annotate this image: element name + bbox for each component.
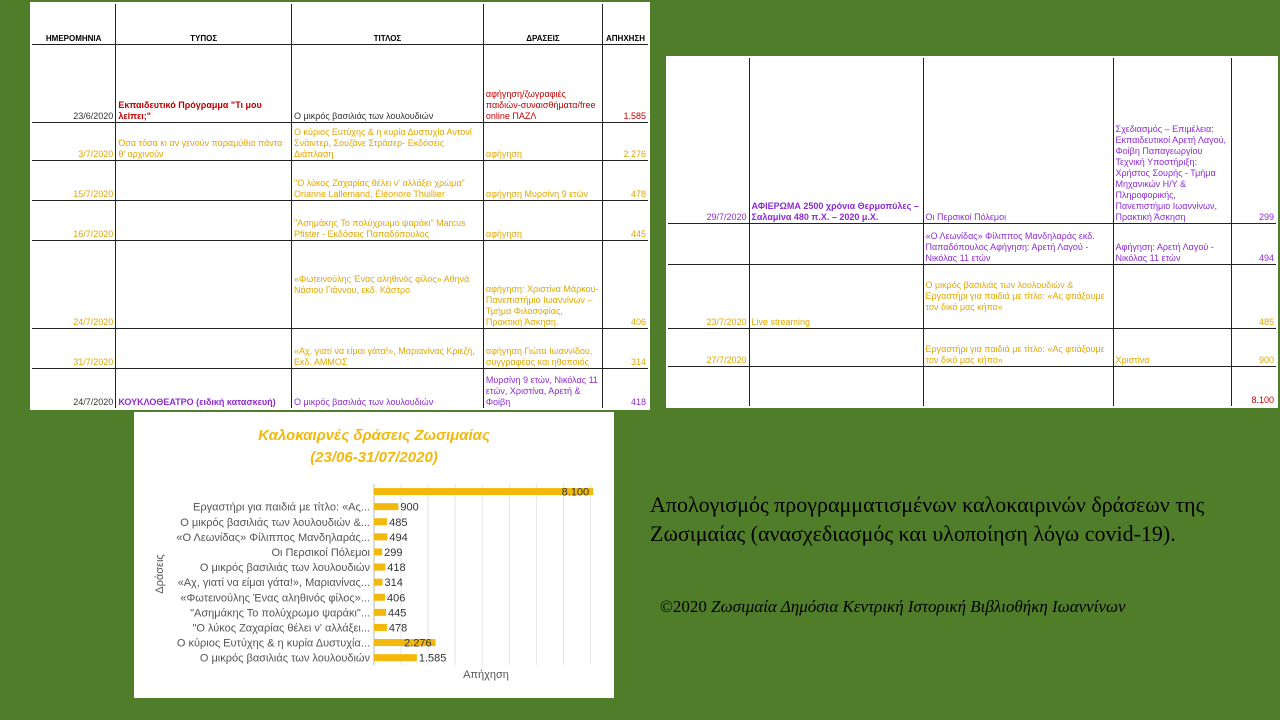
table-row xyxy=(31,329,649,369)
chart-category-label: Ο μικρός βασιλιάς των λουλουδιών xyxy=(199,652,370,665)
copyright-prefix: ©2020 xyxy=(660,597,712,616)
cell-date: 31/7/2020 xyxy=(31,329,116,369)
cell-type xyxy=(749,329,923,367)
chart-subtitle: (23/06-31/07/2020) xyxy=(310,449,438,466)
cell-date: 16/7/2020 xyxy=(31,201,116,241)
cell-type xyxy=(116,201,292,241)
chart-category-label: Ο μικρός βασιλιάς των λουλουδιών xyxy=(199,562,370,575)
chart-xlabel: Απήχηση xyxy=(463,669,509,681)
cell-type: Όσα τόσα κι αν γενούν παραμύθια πάντα θ' αρχινούν xyxy=(116,123,292,161)
cell-actions: αφήγηση: Χριστίνα Μάρκου- Πανεπιστήμιο Ιωαννίνων – Τμήμα Φιλοσοφίας, Πρακτική Άσκηση. xyxy=(483,241,602,329)
cell-actions: αφήγηση Μυρσίνη 9 ετών xyxy=(483,161,602,201)
cell-title: Ο μικρός βασιλιάς των λουλουδιών xyxy=(292,45,484,123)
cell-title: «Αχ, γιατί να είμαι γάτα!», Μαριανίνας Κριεζή, Εκδ. ΑΜΜΟΣ xyxy=(292,329,484,369)
cell-actions: Μυρσίνη 9 ετών, Νικόλας 11 ετών, Χριστίνα, Αρετή & Φοίβη xyxy=(483,369,602,409)
cell-title: Ο κύριος Ευτύχης & η κυρία Δυστυχία Αντονί Σνάιντερ, Σουζάνε Στράσερ- Εκδόσεις Διάπλαση xyxy=(292,123,484,161)
table-row xyxy=(667,264,1277,328)
chart-title: Καλοκαιρνές δράσεις Ζωσιμαίας xyxy=(258,427,490,444)
cell-reach: 299 xyxy=(1231,57,1277,224)
chart-data-label: 900 xyxy=(400,501,419,514)
table-row xyxy=(31,241,649,329)
cell-title: Εργαστήρι για παιδιά με τίτλο: «Ας φτιάξουμε τον δικό μας κήπο» xyxy=(923,329,1113,367)
chart-svg xyxy=(134,412,614,698)
cell-reach: 406 xyxy=(603,241,649,329)
table-total-row xyxy=(667,367,1277,407)
cell-reach: 900 xyxy=(1231,329,1277,367)
cell-date xyxy=(667,367,749,407)
cell-type: ΚΟΥΚΛΟΘΕΑΤΡΟ (ειδική κατασκευή) xyxy=(116,369,292,409)
copyright-org: Ζωσιμαία Δημόσια Κεντρική Ιστορική Βιβλιοθήκη Ιωαννίνων xyxy=(711,597,1126,616)
chart-data-label: 445 xyxy=(388,607,407,620)
cell-reach: 2.276 xyxy=(603,123,649,161)
chart-data-label: 418 xyxy=(387,562,406,575)
chart-bar xyxy=(374,533,387,540)
chart-data-label: 478 xyxy=(388,622,408,635)
chart-data-label: 2.276 xyxy=(404,637,432,650)
chart-bar xyxy=(374,609,386,616)
cell-type xyxy=(116,161,292,201)
cell-date: 24/7/2020 xyxy=(31,241,116,329)
table-header-row xyxy=(31,3,649,45)
chart-category-label: "Ασημάκης Το πολύχρωμο ψαράκι"... xyxy=(190,607,370,620)
table-row xyxy=(31,201,649,241)
table-row xyxy=(31,45,649,123)
chart-category-label: "Ο λύκος Ζαχαρίας θέλει ν' αλλάξει... xyxy=(192,622,370,635)
cell-type xyxy=(116,329,292,369)
header-actions: ΔΡΑΣΕΙΣ xyxy=(483,3,602,45)
table-row xyxy=(31,161,649,201)
cell-actions: αφήγηση xyxy=(483,123,602,161)
cell-total-reach: 8.100 xyxy=(1231,367,1277,407)
cell-type xyxy=(749,367,923,407)
table-row xyxy=(667,224,1277,264)
chart-category-label: «Φωτεινούλης Ένας αληθινός φίλος»... xyxy=(180,592,370,605)
cell-actions: αφήγηση xyxy=(483,201,602,241)
cell-date xyxy=(667,224,749,264)
chart-data-label: 299 xyxy=(384,546,403,559)
cell-reach: 494 xyxy=(1231,224,1277,264)
chart-bars xyxy=(176,487,593,665)
chart-bar xyxy=(374,579,382,586)
caption-text: Απολογισμός προγραμματισμένων καλοκαιρινών δράσεων της Ζωσιμαίας (ανασχεδιασμός και υλοποίηση λόγω covid-19). xyxy=(650,492,1205,546)
header-date: ΗΜΕΡΟΜΗΝΙΑ xyxy=(31,3,116,45)
chart-bar xyxy=(374,594,385,601)
cell-date: 27/7/2020 xyxy=(667,329,749,367)
table-row xyxy=(667,329,1277,367)
cell-date: 3/7/2020 xyxy=(31,123,116,161)
cell-date: 24/7/2020 xyxy=(31,369,116,409)
chart-bar xyxy=(374,488,593,495)
cell-title: "Ο λύκος Ζαχαρίας θέλει ν' αλλάξει χρώμα" Orianne Lallemand, Éléonore Thuillier xyxy=(292,161,484,201)
cell-actions: Χριστίνα xyxy=(1113,329,1231,367)
cell-actions xyxy=(1113,367,1231,407)
header-title: ΤΙΤΛΟΣ xyxy=(292,3,484,45)
cell-actions: Σχεδιασμός – Επιμέλεια: Εκπαιδευτικοί Αρετή Λαγού, Φοίβη Παπαγεωργίου Τεχνική Υποστήριξη: Χρήστος Σουρής - Τμήμα Μηχανικών Η/Υ & Πληροφορικής, Πανεπιστήμιο Ιωαννίνων, Πρακτική Άσκηση xyxy=(1113,57,1231,224)
chart-bar xyxy=(374,654,417,661)
cell-type: Live streaming xyxy=(749,264,923,328)
cell-title: Ο μικρός βασιλιάς των λουλουδιών xyxy=(292,369,484,409)
cell-type: ΑΦΙΕΡΩΜΑ 2500 χρόνια Θερμοπύλες – Σαλαμίνα 480 π.Χ. – 2020 μ.Χ. xyxy=(749,57,923,224)
cell-title: «Φωτεινούλης Ένας αληθινός φίλος» Αθηνά Νάσιου Γιάννου, εκδ. Κάστρο xyxy=(292,241,484,329)
cell-actions: αφήγηση Γιώτα Ιωαννίδου, συγγραφέας και ηθοποιός xyxy=(483,329,602,369)
chart-category-label: «Αχ, γιατί να είμαι γάτα!», Μαριανίνας... xyxy=(177,577,370,590)
cell-title xyxy=(923,367,1113,407)
cell-type xyxy=(749,224,923,264)
chart-bar xyxy=(374,518,387,525)
chart-data-label: 1.585 xyxy=(418,652,447,665)
cell-date: 23/6/2020 xyxy=(31,45,116,123)
chart-data-label: 494 xyxy=(389,531,408,544)
cell-title: «Ο Λεωνίδας» Φίλιππος Μανδηλαράς εκδ. Παπαδόπουλος Αφήγηση: Αρετή Λαγού - Νικόλας 11 ετών xyxy=(923,224,1113,264)
chart-category-label: Οι Περσικοί Πόλεμοι xyxy=(271,546,370,559)
cell-date: 15/7/2020 xyxy=(31,161,116,201)
reach-chart xyxy=(134,412,614,698)
cell-reach: 314 xyxy=(603,329,649,369)
chart-data-label: 485 xyxy=(389,516,408,529)
cell-title: Ο μικρός βασιλιάς των λουλουδιών & Εργαστήρι για παιδιά με τίτλο: «Ας φτιάξουμε τον δικό μας κήπο» xyxy=(923,264,1113,328)
cell-reach: 418 xyxy=(603,369,649,409)
actions-table-2 xyxy=(666,56,1278,408)
cell-title: "Ασημάκης Το πολύχρωμο ψαράκι" Marcus Pfister - Εκδόσεις Παπαδόπουλος xyxy=(292,201,484,241)
cell-reach: 485 xyxy=(1231,264,1277,328)
chart-data-label: 8.100 xyxy=(561,486,590,499)
cell-date: 29/7/2020 xyxy=(667,57,749,224)
cell-type xyxy=(116,241,292,329)
table-row xyxy=(31,369,649,409)
cell-reach: 445 xyxy=(603,201,649,241)
chart-category-label: Εργαστήρι για παιδιά με τίτλο: «Ας... xyxy=(193,501,370,514)
chart-category-label: Ο μικρός βασιλιάς των λουλουδιών &... xyxy=(180,516,370,529)
cell-title: Οι Περσικοί Πόλεμοι xyxy=(923,57,1113,224)
cell-actions xyxy=(1113,264,1231,328)
chart-ylabel: Δράσεις xyxy=(154,554,166,594)
chart-category-label: «Ο Λεωνίδας» Φίλιππος Μανδηλαράς... xyxy=(176,531,370,544)
chart-bar xyxy=(374,624,387,631)
header-type: ΤΥΠΟΣ xyxy=(116,3,292,45)
cell-actions: Αφήγηση: Αρετή Λαγού - Νικόλας 11 ετών xyxy=(1113,224,1231,264)
cell-type: Εκπαιδευτικό Πρόγραμμα "Τι μου λείπει;" xyxy=(116,45,292,123)
actions-table-1 xyxy=(30,2,650,410)
copyright-text xyxy=(660,597,1270,617)
header-reach: ΑΠΗΧΗΣΗ xyxy=(603,3,649,45)
table-row xyxy=(667,57,1277,224)
chart-data-label: 406 xyxy=(386,592,406,605)
chart-data-label: 314 xyxy=(384,577,403,590)
table-row xyxy=(31,123,649,161)
chart-category-label: Ο κύριος Ευτύχης & η κυρία Δυστυχία... xyxy=(176,637,370,650)
cell-reach: 478 xyxy=(603,161,649,201)
cell-actions: αφήγηση/ζωγραφιές παιδιών-συναισθήματα/free online ΠΑΖΛ xyxy=(483,45,602,123)
chart-bar xyxy=(374,548,382,555)
chart-bar xyxy=(374,564,385,571)
cell-date: 23/7/2020 xyxy=(667,264,749,328)
cell-reach: 1.585 xyxy=(603,45,649,123)
chart-bar xyxy=(374,503,398,510)
